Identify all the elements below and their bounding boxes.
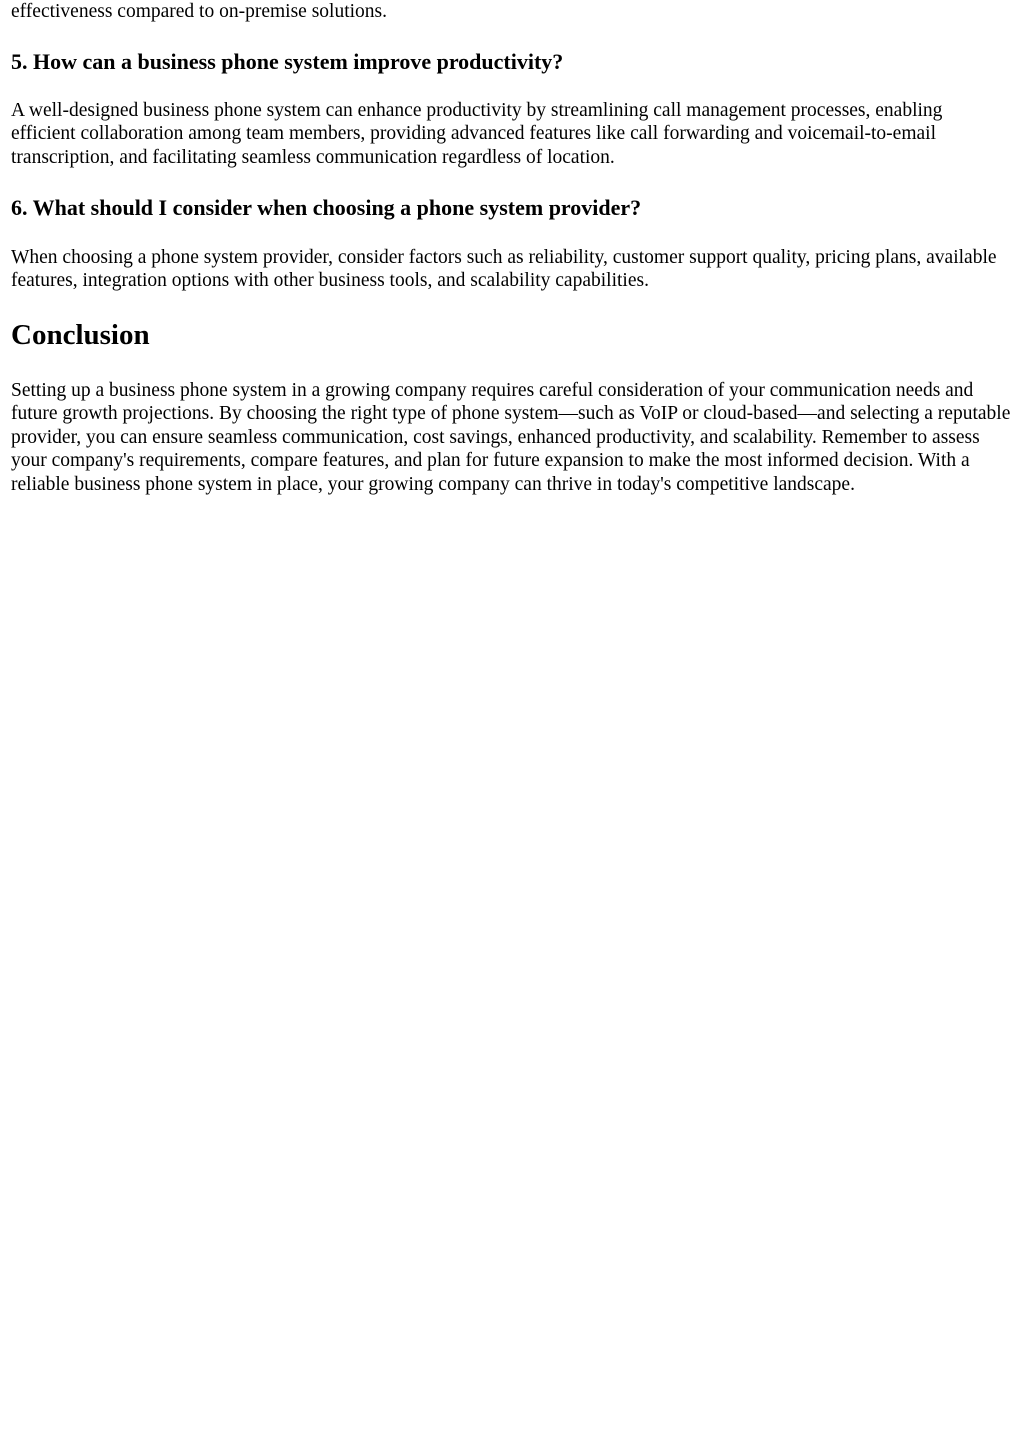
faq-answer-6: When choosing a phone system provider, consider factors such as reliability, customer support quality, pricing plans, available features, integration options with other business tools, and scalability capabilities. <box>11 247 997 292</box>
faq-answer-5: A well-designed business phone system can enhance productivity by streamlining call management processes, enabling efficient collaboration among team members, providing advanced features like call forwarding and voicemail-to-email transcription, and facilitating seamless communication regardless of location. <box>11 100 943 168</box>
faq-question-5: 5. How can a business phone system improve productivity? <box>11 49 564 74</box>
faq-question-6: 6. What should I consider when choosing a phone system provider? <box>11 195 642 220</box>
conclusion-paragraph: Setting up a business phone system in a growing company requires careful consideration of your communication needs and future growth projections. By choosing the right type of phone system—such as VoIP or cloud-based—and selecting a reputable provider, you can ensure seamless communication, cost savings, enhanced productivity, and scalability. Remember to assess your company's requirements, compare features, and plan for future expansion to make the most informed decision. With a reliable business phone system in place, your growing company can thrive in today's competitive landscape. <box>11 380 1011 495</box>
paragraph-intro-tail: effectiveness compared to on-premise solutions. <box>11 1 387 22</box>
conclusion-heading: Conclusion <box>11 319 150 351</box>
